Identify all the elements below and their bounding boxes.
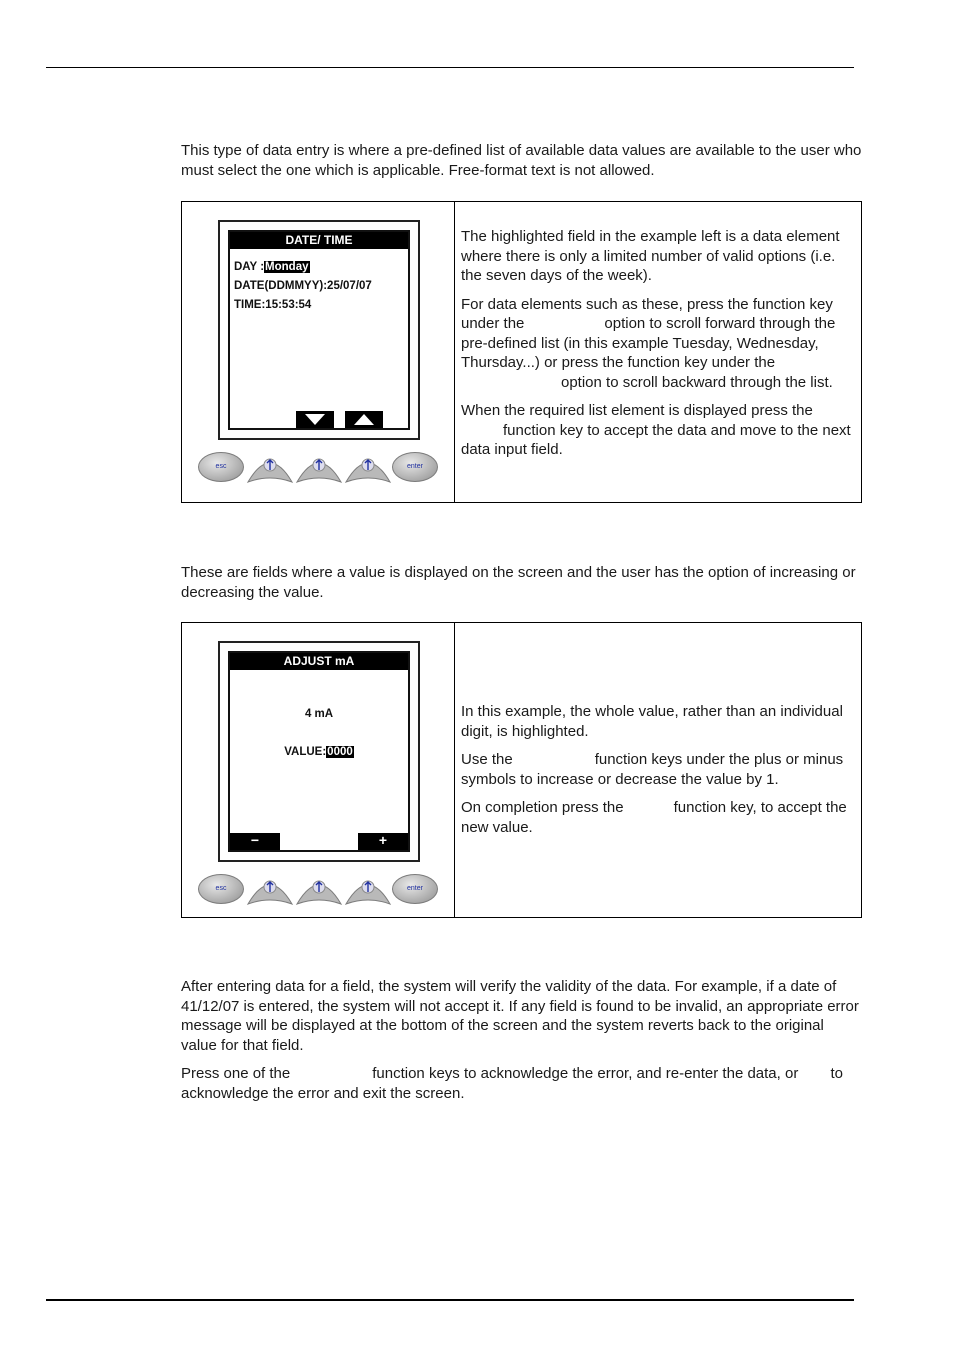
time-line: TIME:15:53:54 <box>234 299 312 311</box>
box-divider <box>454 623 455 917</box>
screen-display <box>228 651 410 852</box>
box1-paragraph-2: For data elements such as these, press the function key under the option to scroll forward through the pre-defined list (in this example Tuesday, Wednesday, Thursday...) or press the function key under theoption to scroll backward through the list. <box>461 295 836 391</box>
box2-paragraph-3: On completion press the function key, to accept the new value. <box>461 799 847 836</box>
up-triangle-icon <box>345 411 383 428</box>
header-rule <box>46 67 854 68</box>
date-line: DATE(DDMMYY):25/07/07 <box>234 280 372 292</box>
box1-paragraph-1: The highlighted field in the example left is a data element where there is only a limited number of valid options (i.e. the seven days of the week). <box>461 228 840 284</box>
function-keypad <box>198 874 438 910</box>
box-divider <box>454 202 455 502</box>
incdec-description <box>461 702 853 846</box>
screen-title: DATE/ TIME <box>230 232 408 249</box>
value-line <box>230 743 408 763</box>
esc-key[interactable]: esc <box>198 452 244 482</box>
esc-key[interactable]: esc <box>198 874 244 904</box>
ma-line: 4 mA <box>304 708 334 720</box>
list-entry-description <box>461 227 853 469</box>
validation-paragraph-1: After entering data for a field, the system will verify the validity of the data. For example, if a date of 41/12/07 is entered, the system will not accept it. If any field is found to be invalid, an appropriate error message will be displayed at the bottom of the screen and the system reverts back to the original value for that field. <box>181 978 859 1054</box>
device-screen <box>218 641 420 862</box>
incdec-example-box <box>181 622 862 918</box>
box1-paragraph-3: When the required list element is displayed press the function key to accept the data and move to the next data input field. <box>461 402 851 458</box>
down-triangle-icon <box>296 411 334 428</box>
function-keypad <box>198 452 438 488</box>
function-key-3-arrow-icon[interactable] <box>344 872 392 906</box>
function-key-3-arrow-icon[interactable] <box>344 450 392 484</box>
footer-rule <box>46 1299 854 1301</box>
list-entry-example-box <box>181 201 862 503</box>
day-label: DAY : <box>234 261 265 273</box>
screen-title: ADJUST mA <box>230 653 408 670</box>
value-label: VALUE: <box>284 746 327 758</box>
minus-softkey: − <box>230 833 280 850</box>
day-line <box>234 258 310 278</box>
function-key-1-arrow-icon[interactable] <box>246 872 294 906</box>
function-key-2-arrow-icon[interactable] <box>295 450 343 484</box>
box2-paragraph-2: Use the function keys under the plus or minus symbols to increase or decrease the value by 1. <box>461 751 844 788</box>
plus-softkey: + <box>358 833 408 850</box>
intro-incdec-paragraph: These are fields where a value is displayed on the screen and the user has the option of increasing or decreasing the value. <box>181 564 856 601</box>
device-screen <box>218 220 420 440</box>
validation-paragraph-2: Press one of the function keys to acknowledge the error, and re-enter the data, or to acknowledge the error and exit the screen. <box>181 1065 844 1102</box>
function-key-2-arrow-icon[interactable] <box>295 872 343 906</box>
enter-key[interactable]: enter <box>392 874 438 904</box>
intro-list-paragraph: This type of data entry is where a pre-defined list of available data values are available to the user who must select the one which is applicable. Free-format text is not allowed. <box>181 142 862 179</box>
screen-display <box>228 230 410 430</box>
box2-paragraph-1: In this example, the whole value, rather than an individual digit, is highlighted. <box>461 703 843 740</box>
function-key-1-arrow-icon[interactable] <box>246 450 294 484</box>
value-highlight: 0000 <box>327 746 353 758</box>
day-value-highlight: Monday <box>265 261 309 273</box>
enter-key[interactable]: enter <box>392 452 438 482</box>
